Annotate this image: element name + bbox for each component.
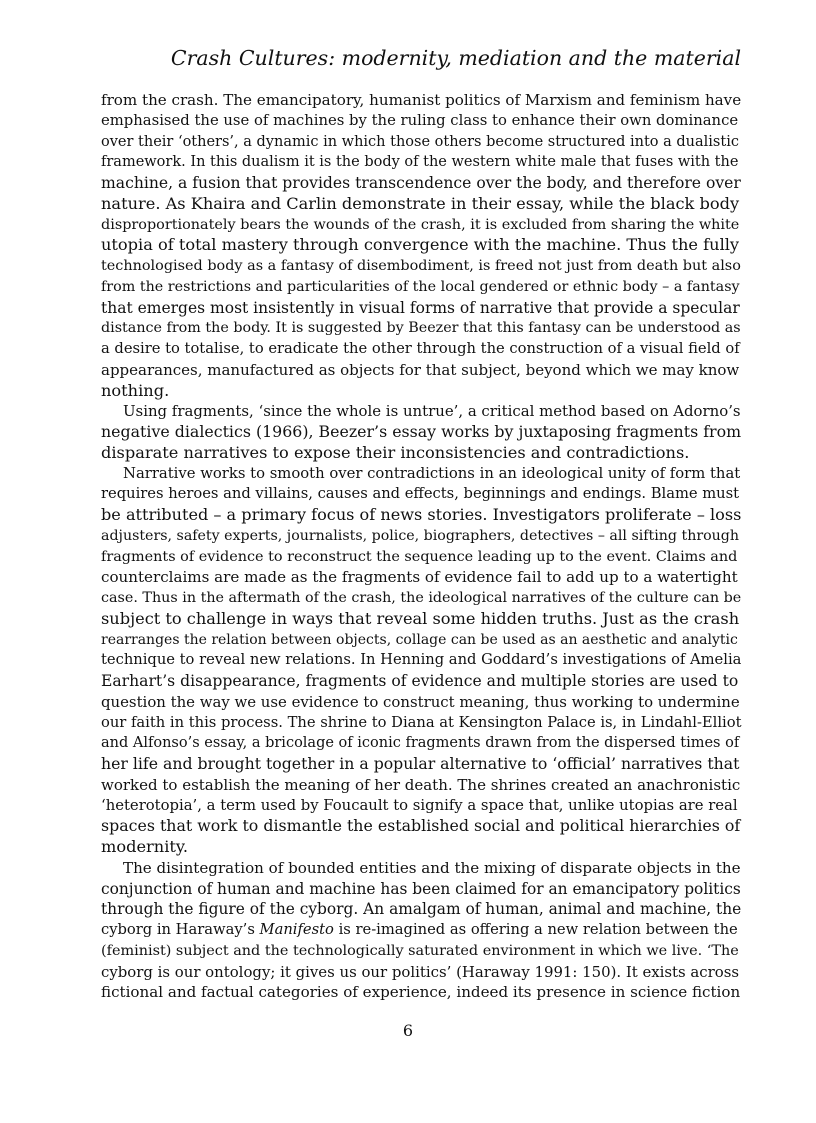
text-line: machine, a fusion that provides transcendence over the body, and therefore over [101, 174, 741, 192]
italic-title: Manifesto [259, 921, 334, 938]
text-line: a desire to totalise, to eradicate the other through the construction of a visual field of [101, 340, 740, 357]
text-line: spaces that work to dismantle the established social and political hierarchies of [101, 816, 741, 836]
text-line: negative dialectics (1966), Beezer’s essay works by juxtaposing fragments from [101, 422, 742, 441]
text-line: subject to challenge in ways that reveal some hidden truths. Just as the crash [101, 608, 740, 628]
text-line: adjusters, safety experts, journalists, police, biographers, detectives – all sifting through [101, 527, 740, 544]
text-line: be attributed – a primary focus of news stories. Investigators proliferate – loss [101, 505, 742, 524]
text-line: framework. In this dualism it is the body of the western white male that fuses with the [101, 154, 739, 171]
text-line: modernity. [101, 837, 189, 856]
text-line: disproportionately bears the wounds of the crash, it is excluded from sharing the white [101, 216, 740, 233]
body-text [101, 90, 741, 1003]
text-line: appearances, manufactured as objects for that subject, beyond which we may know [101, 360, 740, 379]
text-line: cyborg is our ontology; it gives us our politics’ (Haraway 1991: 150). It exists across [101, 962, 739, 981]
text-line: technique to reveal new relations. In Henning and Goddard’s investigations of Amelia [101, 651, 742, 669]
text-span: cyborg in Haraway’s [101, 921, 260, 938]
text-line: disparate narratives to expose their inconsistencies and contradictions. [101, 442, 690, 462]
text-line: counterclaims are made as the fragments of evidence fail to add up to a watertight [101, 568, 738, 587]
text-line: through the figure of the cyborg. An amalgam of human, animal and machine, the [101, 900, 742, 919]
text-line: her life and brought together in a popular alternative to ‘official’ narratives that [101, 754, 740, 773]
text-line: emphasised the use of machines by the ruling class to enhance their own dominance [101, 111, 739, 129]
text-line: fragments of evidence to reconstruct the sequence leading up to the event. Claims and [101, 548, 738, 565]
text-line: from the crash. The emancipatory, humanist politics of Marxism and feminism have [101, 91, 742, 109]
text-line: nothing. [101, 380, 170, 400]
text-line: utopia of total mastery through convergence with the machine. Thus the fully [101, 235, 740, 255]
text-line: distance from the body. It is suggested by Beezer that this fantasy can be understood as [101, 320, 741, 337]
text-line: case. Thus in the aftermath of the crash, the ideological narratives of the culture can be [101, 590, 742, 606]
text-line: worked to establish the meaning of her death. The shrines created an anachronistic [101, 775, 741, 794]
text-line: fictional and factual categories of experience, indeed its presence in science fiction [101, 983, 741, 1002]
text-line: ‘heterotopia’, a term used by Foucault to signify a space that, unlike utopias are real [101, 796, 738, 814]
running-head-title: Crash Cultures: modernity, mediation and the material [170, 46, 741, 70]
text-line: Earhart’s disappearance, fragments of evidence and multiple stories are used to [101, 672, 739, 690]
text-line: over their ‘others’, a dynamic in which those others become structured into a dualistic [101, 133, 739, 150]
text-line: Using fragments, ‘since the whole is untrue’, a critical method based on Adorno’s [123, 402, 741, 421]
text-line: and Alfonso’s essay, a bricolage of iconic fragments drawn from the dispersed times of [101, 735, 740, 752]
text-line: our faith in this process. The shrine to Diana at Kensington Palace is, in Lindahl-Elliot [101, 713, 742, 731]
text-line: requires heroes and villains, causes and effects, beginnings and endings. Blame must [101, 485, 740, 503]
text-line [101, 920, 741, 941]
text-line: question the way we use evidence to construct meaning, thus working to undermine [101, 692, 740, 711]
text-line: conjunction of human and machine has been claimed for an emancipatory politics [101, 879, 741, 898]
page-number: 6 [402, 1021, 414, 1040]
text-line: that emerges most insistently in visual forms of narrative that provide a specular [101, 298, 740, 317]
text-line: rearranges the relation between objects, collage can be used as an aesthetic and analytic [101, 631, 738, 648]
text-line: Narrative works to smooth over contradictions in an ideological unity of form that [123, 464, 741, 482]
text-line: nature. As Khaira and Carlin demonstrate in their essay, while the black body [101, 193, 740, 213]
text-line: The disintegration of bounded entities and the mixing of disparate objects in the [123, 858, 741, 877]
text-line: (feminist) subject and the technologically saturated environment in which we live. ‘The [101, 942, 739, 959]
text-line: from the restrictions and particularities of the local gendered or ethnic body – a fantasy [101, 278, 740, 295]
text-span: is re-imagined as offering a new relation between the [333, 921, 738, 938]
text-line: technologised body as a fantasy of disembodiment, is freed not just from death but also [101, 258, 741, 274]
